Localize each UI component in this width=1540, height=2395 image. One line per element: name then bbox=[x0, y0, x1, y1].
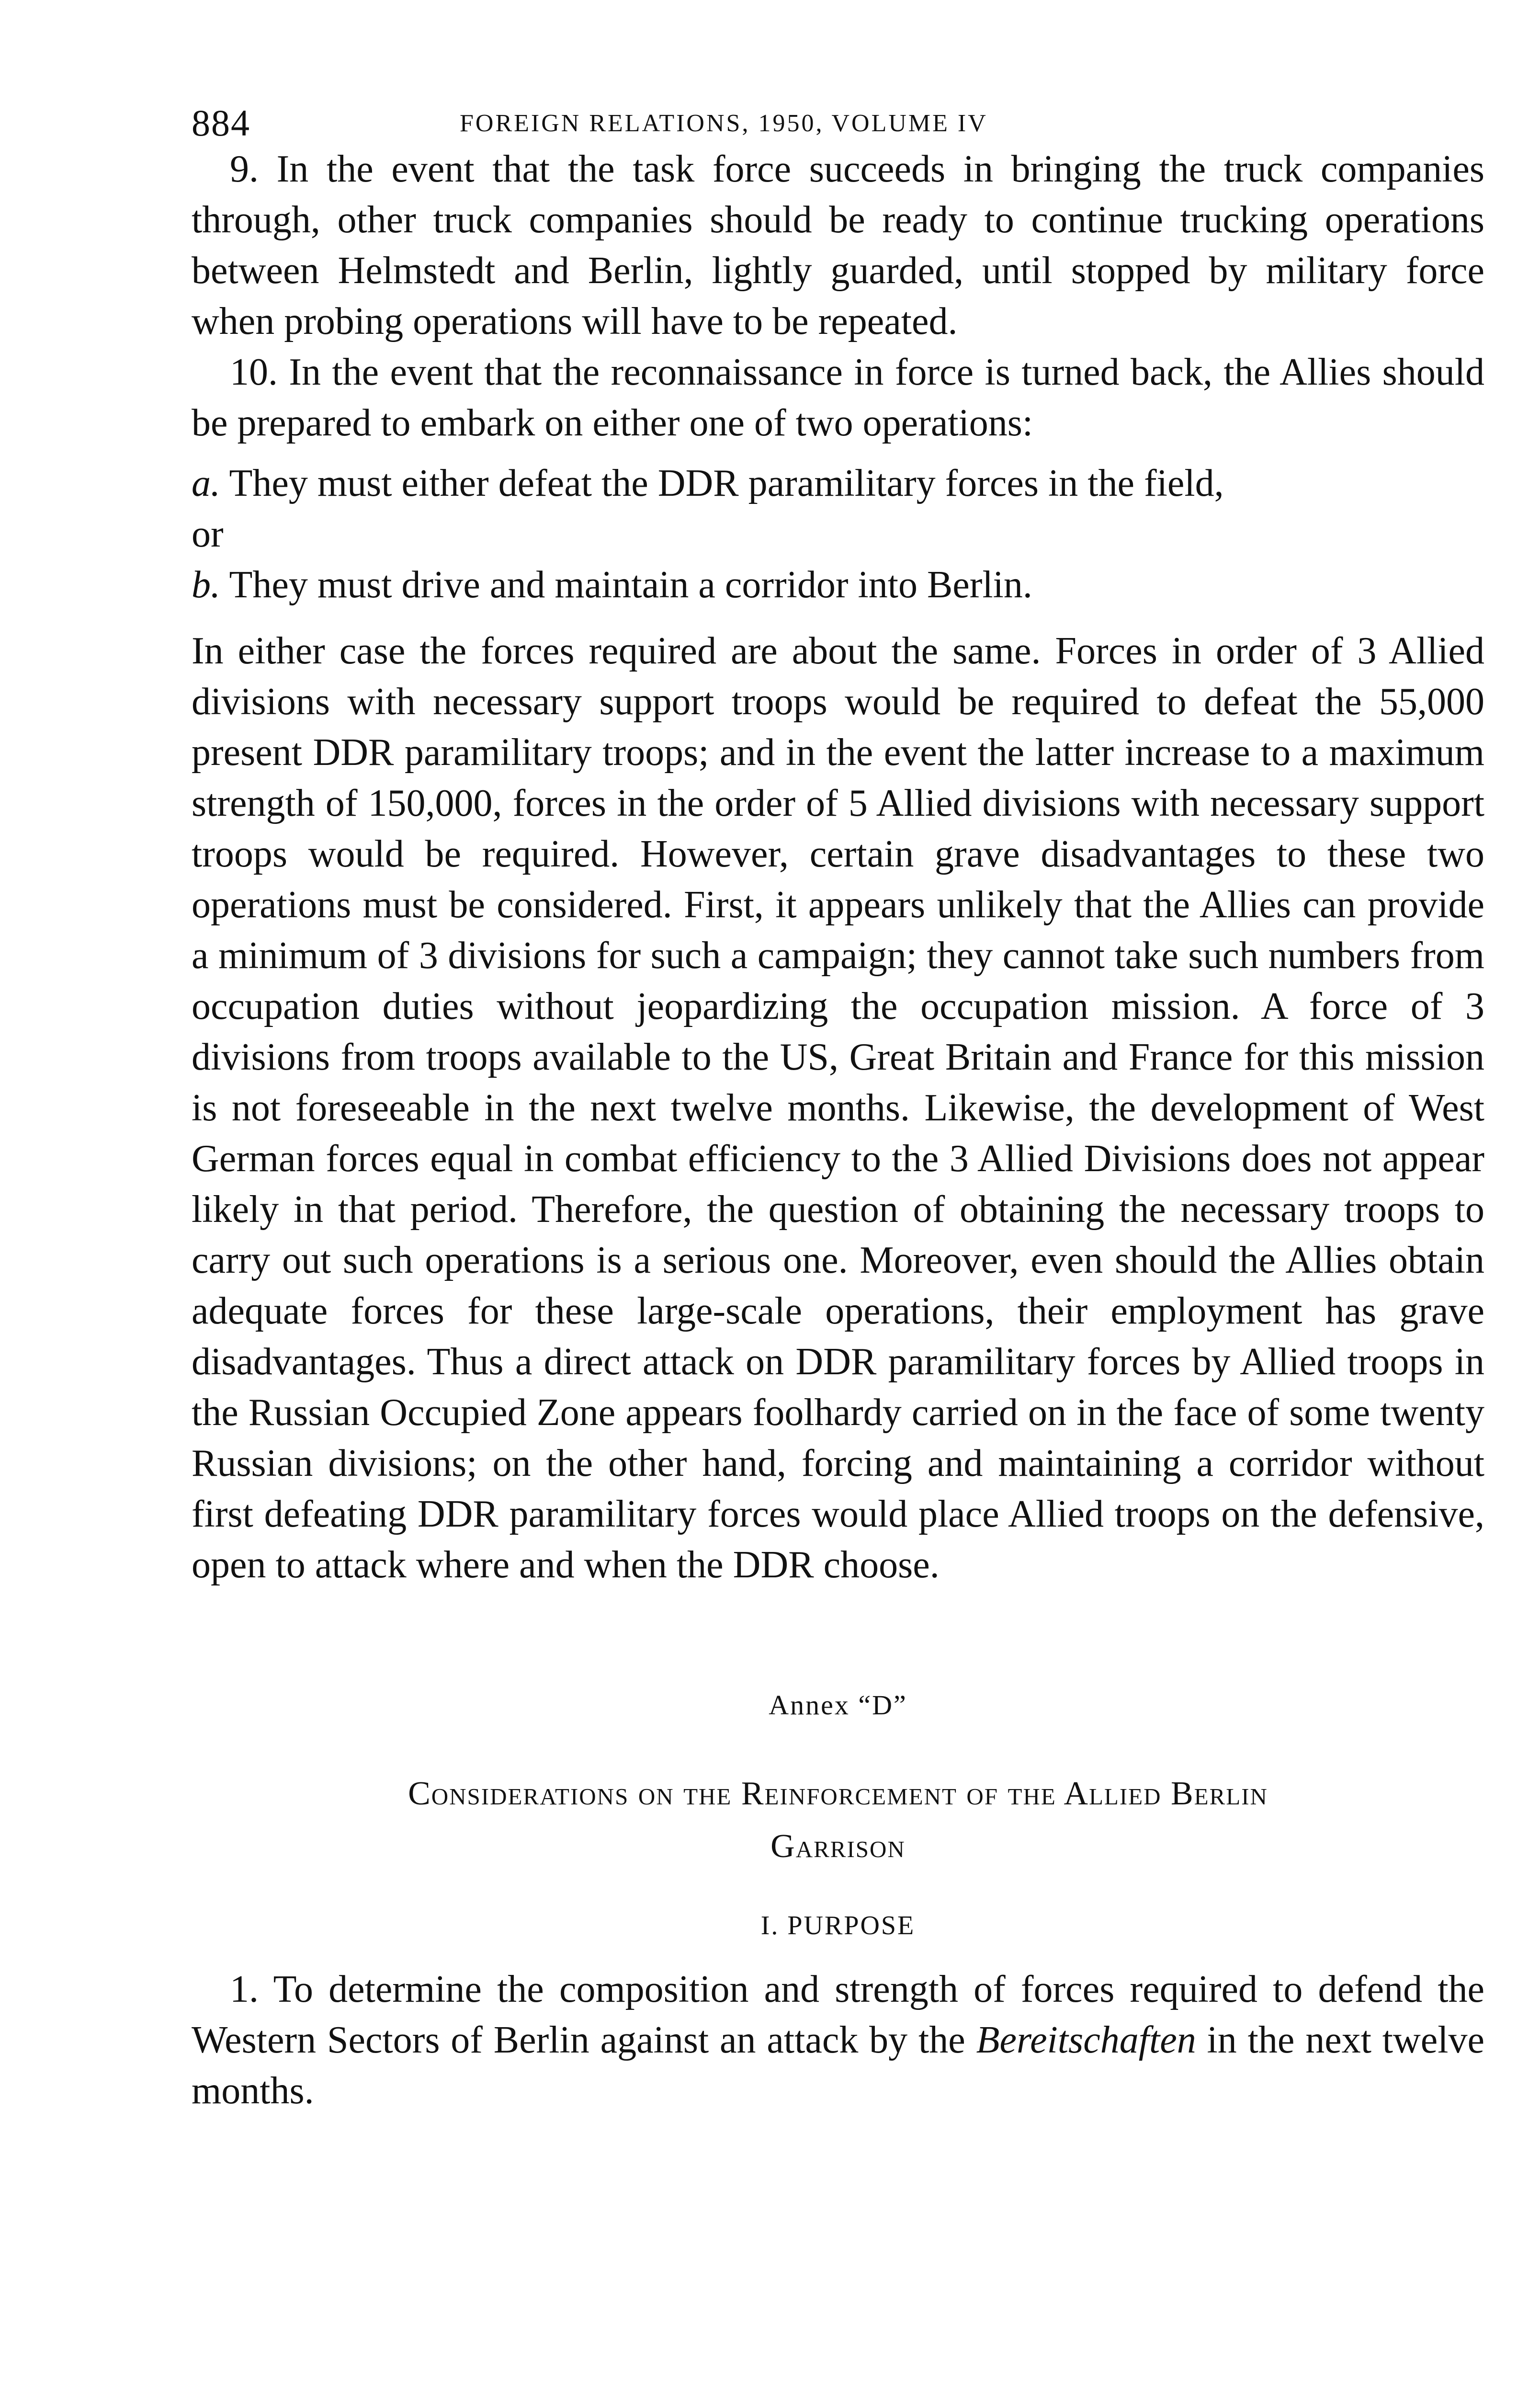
running-head bbox=[192, 96, 1484, 144]
spacer bbox=[192, 610, 1484, 626]
annex-heading-line-2: Garrison bbox=[770, 1828, 906, 1865]
list-item-a bbox=[192, 458, 1484, 509]
spacer bbox=[192, 1590, 1484, 1686]
page-number: 884 bbox=[192, 102, 250, 144]
paragraph-either-case: In either case the forces required are about the same. Forces in order of 3 Allied divisions with necessary support troops would be required to defeat the 55,000 present DDR paramilitary troops; and in the event the latter increase to a maximum strength of 150,000, forces in the order of 5 Allied divisions with necessary support troops would be required. However, certain grave disadvantages to these two operations must be considered. First, it appears unlikely that the Allies can provide a minimum of 3 divisions for such a campaign; they cannot take such numbers from occupation duties without jeopardizing the occupation mission. A force of 3 divisions from troops available to the US, Great Britain and France for this mission is not foreseeable in the next twelve months. Likewise, the development of West German forces equal in combat efficiency to the 3 Allied Divisions does not appear likely in that period. Therefore, the question of obtaining the necessary troops to carry out such operations is a serious one. Moreover, even should the Allies obtain adequate forces for these large-scale operations, their employment has grave disadvantages. Thus a direct attack on DDR paramilitary forces by Allied troops in the Russian Occupied Zone appears foolhardy carried on in the face of some twenty Russian divisions; on the other hand, forcing and maintaining a corridor without first defeating DDR paramilitary forces would place Allied troops on the defensive, open to attack where and when the DDR choose. bbox=[192, 630, 1484, 1586]
document-page bbox=[192, 96, 1484, 2116]
list-item-b-text: They must drive and maintain a corridor into Berlin. bbox=[220, 564, 1032, 606]
annex-label: Annex “D” bbox=[769, 1689, 907, 1721]
annex-heading-line-1: Considerations on the Reinforcement of the Allied Berlin bbox=[408, 1775, 1268, 1812]
annex-paragraph-1-text: 1. To determine the composition and strength of forces required to defend the Western Sectors of Berlin against an attack by the bbox=[192, 1968, 1484, 2061]
list-item-a-text: They must either defeat the DDR paramilitary forces in the field, bbox=[220, 462, 1224, 504]
paragraph-10: 10. In the event that the reconnaissance in force is turned back, the Allies should be prepared to embark on either one of two operations: bbox=[192, 351, 1484, 444]
annex-term: Bereitschaften bbox=[976, 2019, 1196, 2061]
running-title: FOREIGN RELATIONS, 1950, VOLUME IV bbox=[460, 110, 988, 137]
section-heading: I. PURPOSE bbox=[760, 1911, 916, 1940]
list-item-b bbox=[192, 559, 1484, 610]
annex-heading bbox=[192, 1768, 1484, 1873]
body-text bbox=[192, 144, 1484, 1590]
list-item-a-letter: a. bbox=[192, 462, 220, 504]
annex-paragraph-1 bbox=[192, 1964, 1484, 2116]
annex-paragraph-1-tail: in the next twelve months. bbox=[192, 2019, 1485, 2112]
spacer bbox=[192, 448, 1484, 458]
paragraph-9: 9. In the event that the task force succeeds in bringing the truck companies through, other truck companies should be ready to continue trucking operations between Helmstedt and Berlin, lightly guarded, until stopped by military force when probing operations will have to be repeated. bbox=[192, 148, 1484, 342]
or-connector: or bbox=[192, 513, 224, 555]
list-item-b-letter: b. bbox=[192, 564, 220, 606]
annex-body bbox=[192, 1964, 1484, 2116]
